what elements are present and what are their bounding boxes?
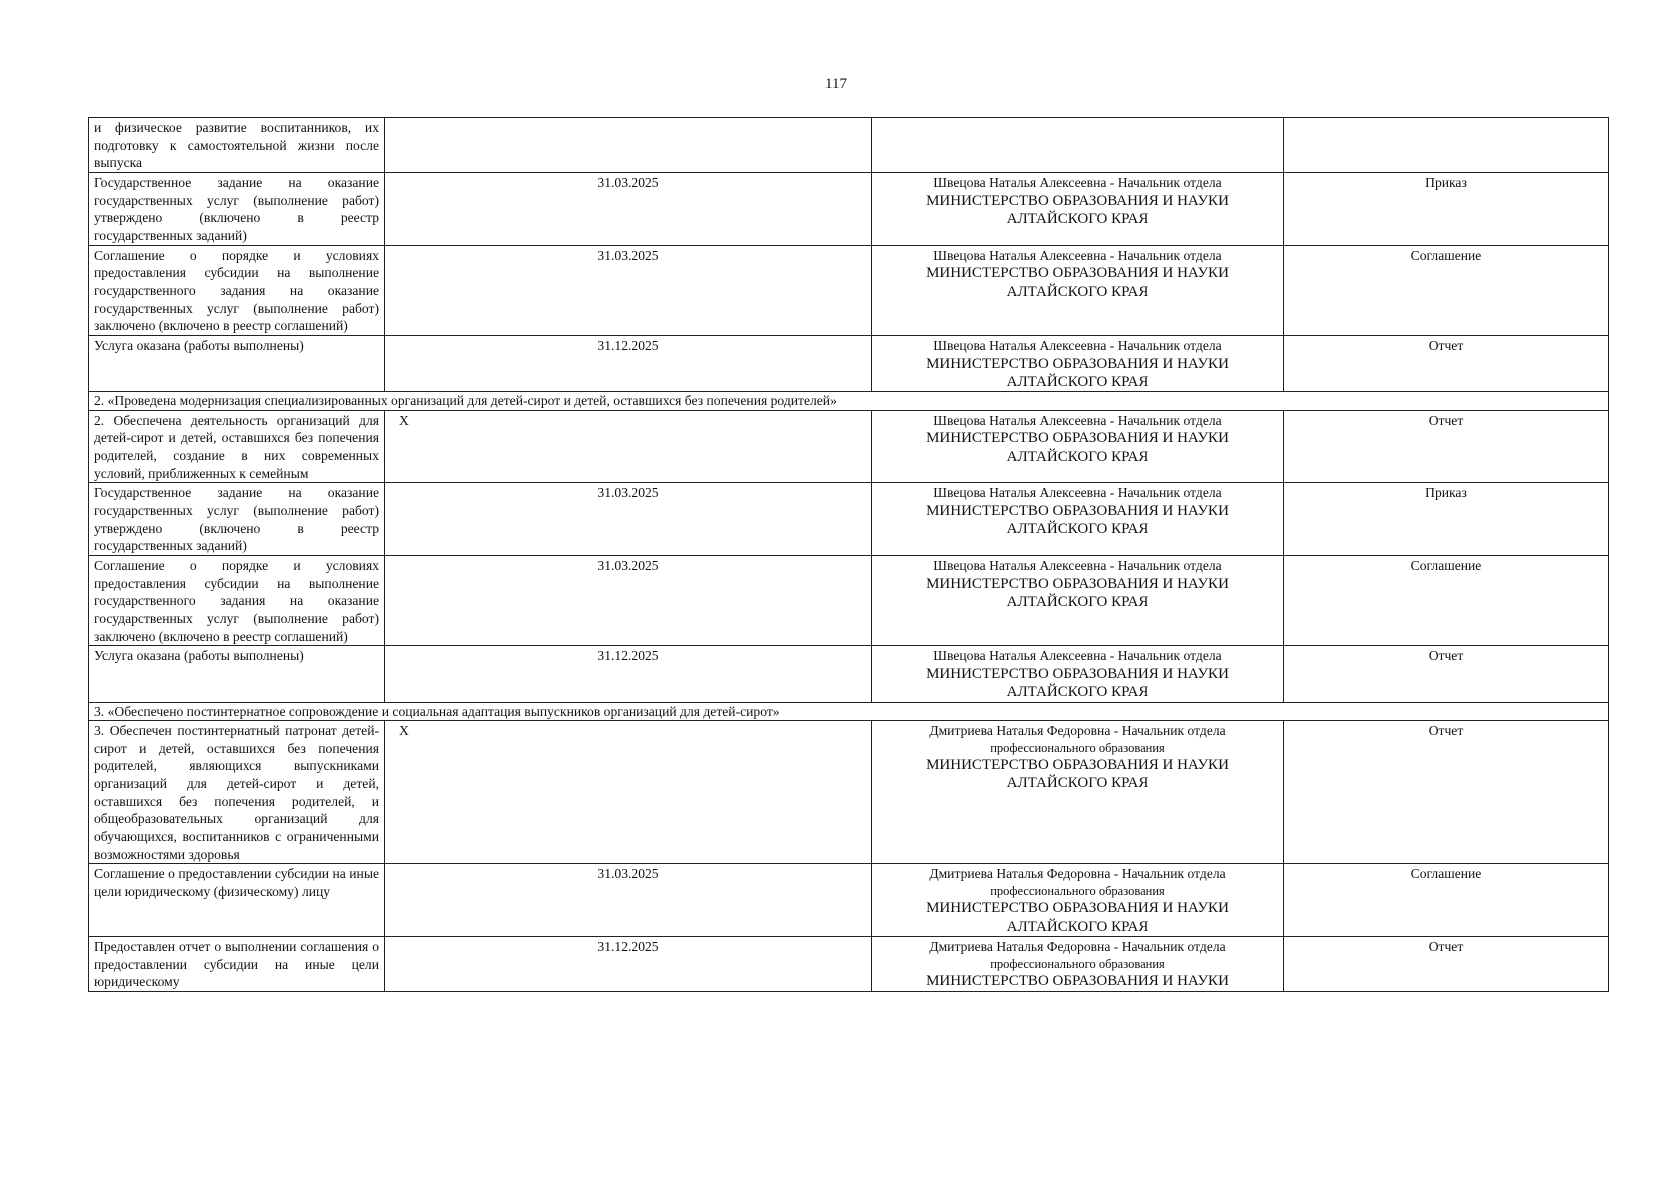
responsible-organization: МИНИСТЕРСТВО ОБРАЗОВАНИЯ И НАУКИ АЛТАЙСКОГО КРАЯ [926,575,1229,610]
document-type: Приказ [1284,173,1609,246]
table-row [89,410,1609,483]
responsible-name: Дмитриева Наталья Федоровна - Начальник отдела [929,722,1226,738]
responsible-person [872,646,1284,702]
section-row [89,392,1609,410]
responsible-name: Швецова Наталья Алексеевна - Начальник отдела [933,558,1222,574]
task-description: 3. Обеспечен постинтернатный патронат детей-сирот и детей, оставшихся без попечения родителей, являющихся выпускниками организаций для детей-сирот и детей, оставшихся без попечения родителей, и общеобразовательных организаций для обучающихся, воспитанников с ограниченными возможностями здоровья [89,720,385,863]
task-description: Предоставлен отчет о выполнении соглашения о предоставлении субсидии на иные цели юридическому [89,936,385,991]
task-description: Услуга оказана (работы выполнены) [89,336,385,392]
responsible-name: Дмитриева Наталья Федоровна - Начальник отдела [929,866,1226,882]
responsible-person [872,864,1284,937]
page-number: 117 [825,76,847,92]
responsible-person [872,410,1284,483]
responsible-name: Швецова Наталья Алексеевна - Начальник отдела [933,338,1222,354]
document-type: Отчет [1284,336,1609,392]
deadline-date: 31.12.2025 [385,336,872,392]
task-description: Государственное задание на оказание государственных услуг (выполнение работ) утверждено (включено в реестр государственных заданий) [89,483,385,556]
table-row [89,646,1609,702]
table-row [89,936,1609,991]
section-title: 3. «Обеспечено постинтернатное сопровождение и социальная адаптация выпускников организаций для детей-сирот» [89,702,1609,720]
table-row [89,245,1609,335]
task-description: Услуга оказана (работы выполнены) [89,646,385,702]
deadline-date [385,118,872,173]
section-row [89,702,1609,720]
table-row [89,720,1609,863]
section-title: 2. «Проведена модернизация специализированных организаций для детей-сирот и детей, оставшихся без попечения родителей» [89,392,1609,410]
deadline-date: 31.03.2025 [385,864,872,937]
table-row [89,173,1609,246]
responsible-organization: МИНИСТЕРСТВО ОБРАЗОВАНИЯ И НАУКИ [926,972,1229,989]
responsible-name: Швецова Наталья Алексеевна - Начальник отдела [933,412,1222,428]
task-description: Государственное задание на оказание государственных услуг (выполнение работ) утверждено (включено в реестр государственных заданий) [89,173,385,246]
responsible-name: Швецова Наталья Алексеевна - Начальник отдела [933,247,1222,263]
responsible-person [872,245,1284,335]
deadline-date: 31.12.2025 [385,936,872,991]
deadline-date: 31.03.2025 [385,173,872,246]
responsible-department: профессионального образования [990,884,1165,898]
responsible-organization: МИНИСТЕРСТВО ОБРАЗОВАНИЯ И НАУКИ АЛТАЙСКОГО КРАЯ [926,756,1229,792]
task-description: Соглашение о порядке и условиях предоставления субсидии на выполнение государственного задания на оказание государственных услуг (выполнение работ) заключено (включено в реестр соглашений) [89,556,385,646]
deadline-date: X [385,720,872,863]
responsible-person [872,936,1284,991]
responsible-organization: МИНИСТЕРСТВО ОБРАЗОВАНИЯ И НАУКИ АЛТАЙСКОГО КРАЯ [926,265,1229,300]
task-description: Соглашение о предоставлении субсидии на иные цели юридическому (физическому) лицу [89,864,385,937]
responsible-organization: МИНИСТЕРСТВО ОБРАЗОВАНИЯ И НАУКИ АЛТАЙСКОГО КРАЯ [926,355,1229,391]
task-description: 2. Обеспечена деятельность организаций для детей-сирот и детей, оставшихся без попечения родителей, создание в них современных условий, приближенных к семейным [89,410,385,483]
responsible-organization: МИНИСТЕРСТВО ОБРАЗОВАНИЯ И НАУКИ АЛТАЙСКОГО КРАЯ [926,900,1229,935]
table-row [89,864,1609,937]
deadline-date: 31.03.2025 [385,245,872,335]
document-type: Отчет [1284,936,1609,991]
responsible-person [872,118,1284,173]
document-type: Соглашение [1284,556,1609,646]
responsible-person [872,483,1284,556]
responsible-name: Швецова Наталья Алексеевна - Начальник отдела [933,485,1222,501]
document-type: Соглашение [1284,864,1609,937]
responsible-organization: МИНИСТЕРСТВО ОБРАЗОВАНИЯ И НАУКИ АЛТАЙСКОГО КРАЯ [926,503,1229,538]
responsible-department: профессионального образования [990,740,1165,755]
document-type: Приказ [1284,483,1609,556]
deadline-date: 31.12.2025 [385,646,872,702]
responsible-organization: МИНИСТЕРСТВО ОБРАЗОВАНИЯ И НАУКИ АЛТАЙСКОГО КРАЯ [926,666,1229,701]
table-row [89,118,1609,173]
responsible-organization: МИНИСТЕРСТВО ОБРАЗОВАНИЯ И НАУКИ АЛТАЙСКОГО КРАЯ [926,430,1229,465]
document-type: Соглашение [1284,245,1609,335]
responsible-name: Швецова Наталья Алексеевна - Начальник отдела [933,648,1222,664]
table-row [89,483,1609,556]
responsible-organization: МИНИСТЕРСТВО ОБРАЗОВАНИЯ И НАУКИ АЛТАЙСКОГО КРАЯ [926,192,1229,227]
responsible-person [872,720,1284,863]
responsible-person [872,336,1284,392]
table-row [89,556,1609,646]
responsible-name: Швецова Наталья Алексеевна - Начальник отдела [933,175,1222,191]
responsible-department: профессионального образования [990,956,1165,971]
table-row [89,336,1609,392]
deadline-date: 31.03.2025 [385,483,872,556]
document-type: Отчет [1284,720,1609,863]
document-type [1284,118,1609,173]
responsible-name: Дмитриева Наталья Федоровна - Начальник отдела [929,938,1226,954]
document-type: Отчет [1284,646,1609,702]
responsible-person [872,173,1284,246]
plan-table [88,117,1609,992]
task-description: и физическое развитие воспитанников, их подготовку к самостоятельной жизни после выпуска [89,118,385,173]
deadline-date: 31.03.2025 [385,556,872,646]
deadline-date: X [385,410,872,483]
document-type: Отчет [1284,410,1609,483]
task-description: Соглашение о порядке и условиях предоставления субсидии на выполнение государственного задания на оказание государственных услуг (выполнение работ) заключено (включено в реестр соглашений) [89,245,385,335]
responsible-person [872,556,1284,646]
